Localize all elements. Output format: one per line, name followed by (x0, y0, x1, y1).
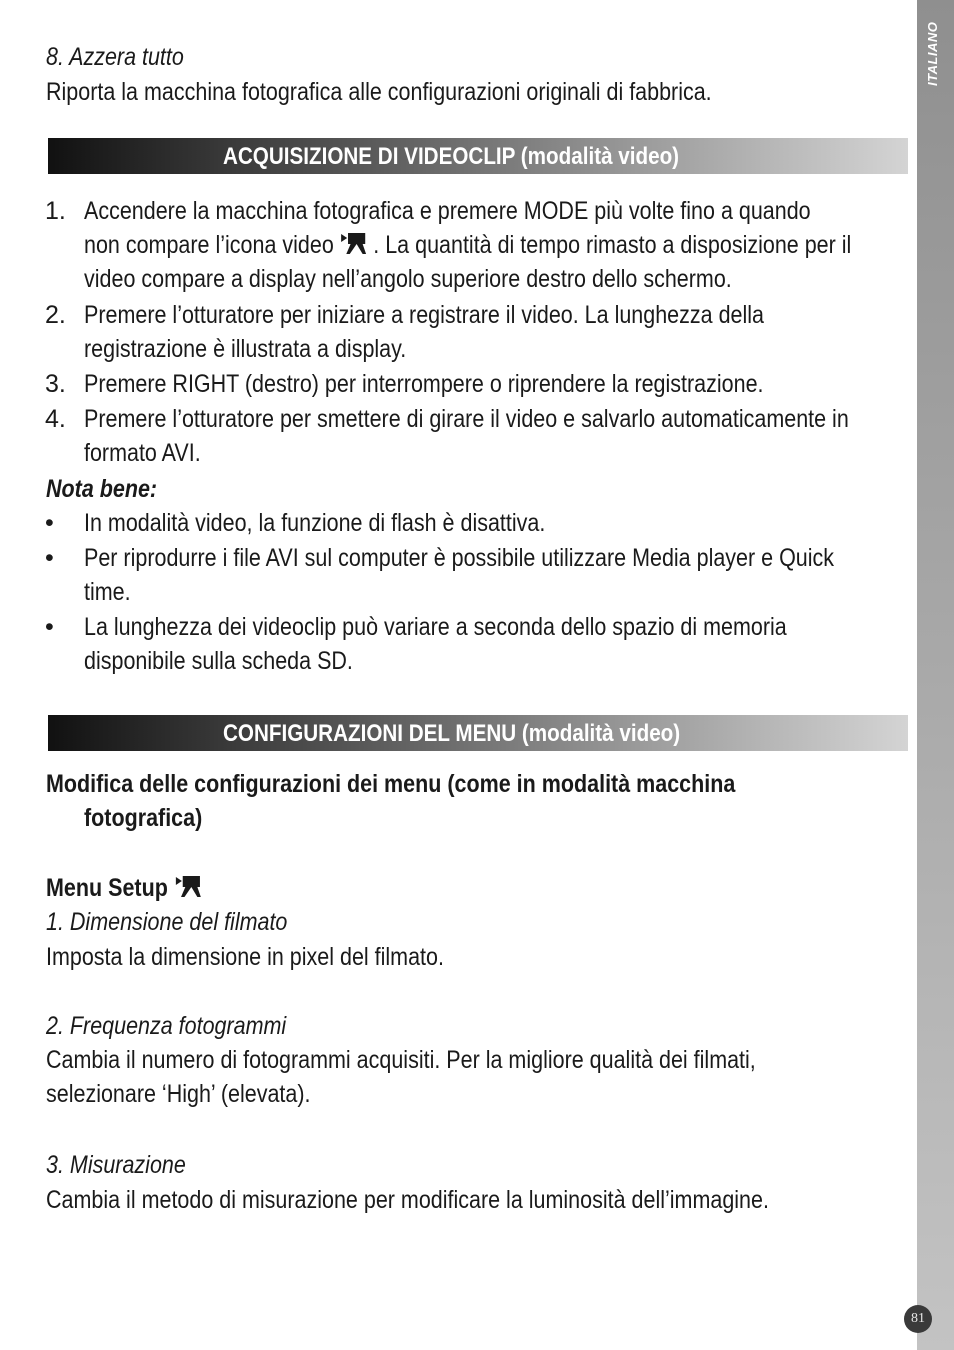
video-mode-icon (174, 874, 202, 898)
entry-text: Cambia il numero di fotogrammi acquisiti. Per la migliore qualità dei filmati, selezionare ‘High’ (elevata). (46, 1046, 756, 1108)
section-heading-sub: (modalità video) (521, 720, 681, 747)
section-header-video-capture (48, 138, 908, 174)
entry-text: Imposta la dimensione in pixel del filmato. (46, 943, 444, 971)
entry-text: Cambia il metodo di misurazione per modificare la luminosità dell’immagine. (46, 1186, 769, 1214)
entry-title: 1. Dimensione del filmato (46, 908, 288, 936)
reset-all-text: Riporta la macchina fotografica alle configurazioni originali di fabbrica. (46, 78, 712, 106)
entry-title: 3. Misurazione (46, 1151, 186, 1179)
note-title: Nota bene: (46, 475, 158, 503)
section-heading-main: CONFIGURAZIONI DEL MENU (223, 720, 517, 747)
side-tab (917, 0, 954, 1350)
menu-subtitle: Modifica delle configurazioni dei menu (come in modalità macchina fotografica) (46, 770, 736, 832)
section-header-menu-settings (48, 715, 908, 751)
reset-all-title: 8. Azzera tutto (46, 43, 184, 71)
page-number: 81 (904, 1305, 932, 1333)
menu-setup-heading: Menu Setup (46, 871, 227, 905)
video-mode-icon (340, 231, 368, 255)
section-heading-main: ACQUISIZIONE DI VIDEOCLIP (223, 143, 516, 170)
section-heading-sub: (modalità video) (520, 143, 680, 170)
language-label: ITALIANO (925, 21, 940, 86)
entry-title: 2. Frequenza fotogrammi (46, 1012, 287, 1040)
